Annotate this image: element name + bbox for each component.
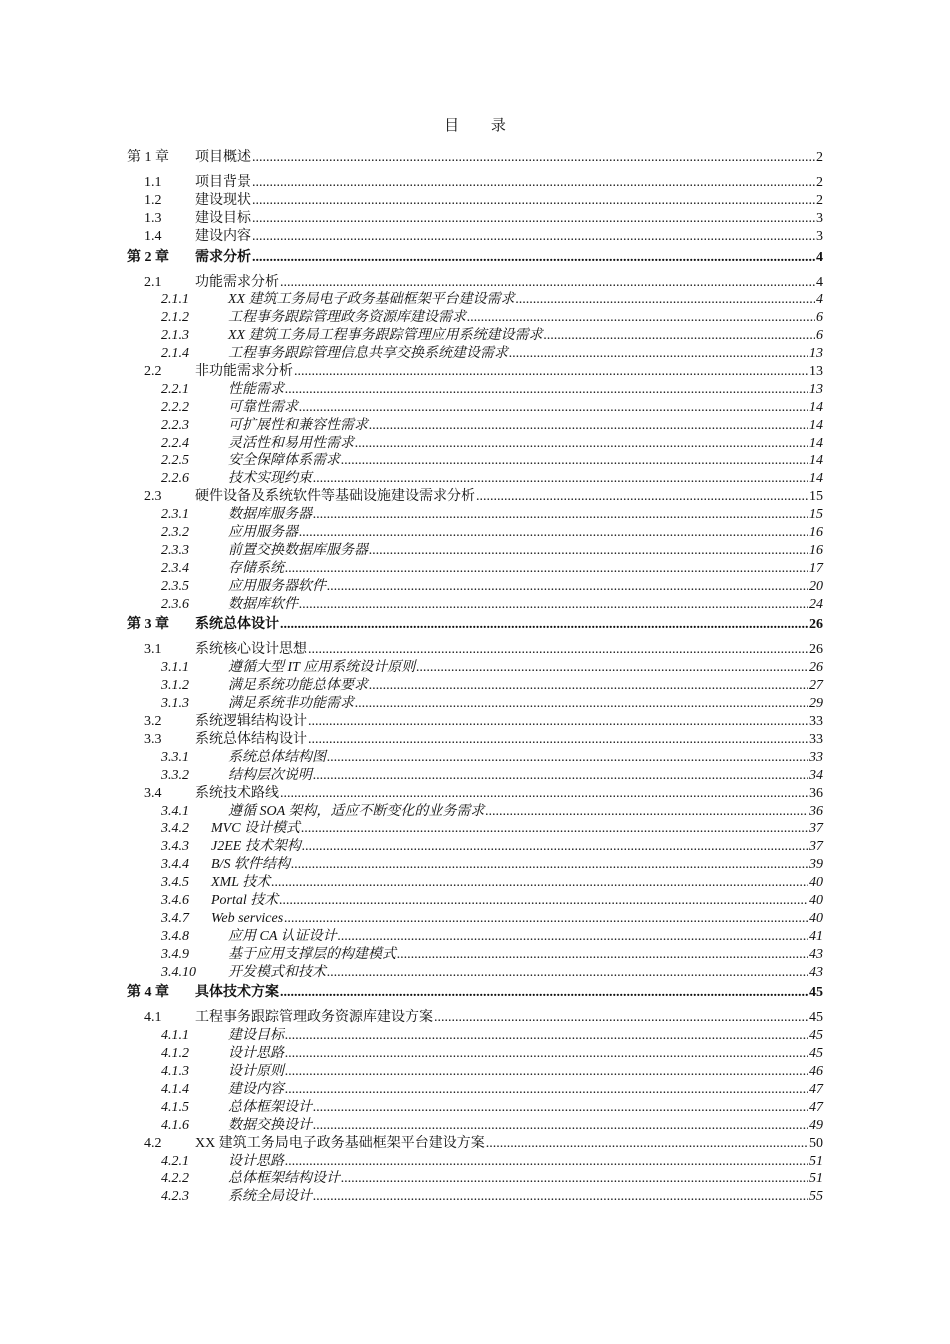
toc-section-entry[interactable] xyxy=(127,174,823,192)
toc-subsection-entry[interactable] xyxy=(127,1081,823,1099)
toc-dot-leader xyxy=(252,192,815,210)
toc-entry-page: 34 xyxy=(809,767,823,783)
toc-title: 目 录 xyxy=(444,118,520,134)
toc-subsection-entry[interactable] xyxy=(127,677,823,695)
toc-dot-leader xyxy=(299,399,808,417)
toc-entry-number: 2.3.6 xyxy=(161,596,189,612)
toc-entry-number: 4.2 xyxy=(144,1135,162,1151)
toc-dot-leader xyxy=(285,1027,808,1045)
toc-entry-title: 可扩展性和兼容性需求 xyxy=(228,417,368,433)
toc-dot-leader xyxy=(252,148,815,168)
toc-entry-title: 技术实现约束 xyxy=(228,471,312,487)
toc-entry-page: 37 xyxy=(809,821,823,837)
toc-entry-page: 46 xyxy=(809,1064,823,1080)
toc-entry-page: 26 xyxy=(809,642,823,658)
toc-entry-number: 4.2.1 xyxy=(161,1153,189,1169)
toc-chapter-entry[interactable] xyxy=(127,615,823,635)
toc-entry-page: 51 xyxy=(809,1171,823,1187)
toc-dot-leader xyxy=(285,1153,808,1171)
toc-entry-title: 建设现状 xyxy=(195,192,251,208)
toc-entry-number: 4.1 xyxy=(144,1010,162,1026)
toc-entry-title: Web services xyxy=(211,910,284,926)
toc-dot-leader xyxy=(285,1081,808,1099)
toc-section-entry[interactable] xyxy=(127,641,823,659)
toc-entry-title: 灵活性和易用性需求 xyxy=(228,435,354,451)
toc-entry-page: 45 xyxy=(809,1010,823,1026)
toc-subsection-entry[interactable] xyxy=(127,892,823,910)
toc-entry-page: 6 xyxy=(816,310,823,326)
toc-entry-title: 总体框架设计 xyxy=(228,1099,312,1115)
toc-entry-page: 14 xyxy=(809,471,823,487)
table-of-contents xyxy=(127,148,823,1206)
toc-dot-leader xyxy=(369,542,808,560)
toc-entry-title: 工程事务跟踪管理政务资源库建设方案 xyxy=(195,1010,433,1026)
toc-entry-number: 第 1 章 xyxy=(127,150,169,165)
toc-dot-leader xyxy=(291,856,808,874)
toc-subsection-entry[interactable] xyxy=(127,803,823,821)
toc-entry-number: 4.1.6 xyxy=(161,1117,189,1133)
toc-dot-leader xyxy=(252,210,815,228)
toc-entry-number: 4.1.2 xyxy=(161,1046,189,1062)
toc-entry-number: 4.1.3 xyxy=(161,1064,189,1080)
toc-section-entry[interactable] xyxy=(127,488,823,506)
toc-entry-page: 45 xyxy=(809,1028,823,1044)
toc-subsection-entry[interactable] xyxy=(127,327,823,345)
toc-entry-title: 建设内容 xyxy=(228,1081,284,1097)
toc-entry-number: 3.4.8 xyxy=(161,928,189,944)
toc-entry-page: 2 xyxy=(816,150,823,165)
toc-entry-title: 系统总体结构设计 xyxy=(195,731,307,747)
toc-entry-title: 存储系统 xyxy=(228,560,284,576)
toc-entry-page: 33 xyxy=(809,731,823,747)
toc-entry-title: 可靠性需求 xyxy=(228,399,298,415)
toc-subsection-entry[interactable] xyxy=(127,910,823,928)
toc-dot-leader xyxy=(341,1170,808,1188)
toc-subsection-entry[interactable] xyxy=(127,399,823,417)
toc-entry-page: 45 xyxy=(809,985,823,1001)
toc-entry-page: 49 xyxy=(809,1117,823,1133)
toc-entry-title: XX 建筑工务局电子政务基础框架平台建设方案 xyxy=(195,1135,485,1151)
toc-subsection-entry[interactable] xyxy=(127,964,823,982)
toc-subsection-entry[interactable] xyxy=(127,470,823,488)
toc-entry-title: J2EE 技术架构 xyxy=(211,839,301,855)
toc-chapter-entry[interactable] xyxy=(127,983,823,1003)
toc-entry-page: 14 xyxy=(809,417,823,433)
toc-entry-number: 1.4 xyxy=(144,228,162,244)
toc-entry-title: 遵循 SOA 架构，适应不断变化的业务需求 xyxy=(228,803,485,819)
toc-entry-number: 3.4.4 xyxy=(161,857,189,873)
toc-entry-page: 13 xyxy=(809,381,823,397)
toc-section-entry[interactable] xyxy=(127,713,823,731)
toc-entry-page: 43 xyxy=(809,946,823,962)
toc-entry-title: Portal 技术 xyxy=(211,892,279,908)
toc-subsection-entry[interactable] xyxy=(127,838,823,856)
toc-entry-title: 系统技术路线 xyxy=(195,785,279,801)
toc-entry-number: 2.2.3 xyxy=(161,417,189,433)
toc-entry-title: 系统总体结构图 xyxy=(228,749,326,765)
toc-entry-number: 2.1.3 xyxy=(161,328,189,344)
toc-entry-page: 3 xyxy=(816,210,823,226)
toc-entry-title: 前置交换数据库服务器 xyxy=(228,542,368,558)
toc-dot-leader xyxy=(280,983,808,1003)
toc-entry-page: 6 xyxy=(816,328,823,344)
toc-section-entry[interactable] xyxy=(127,274,823,292)
toc-entry-page: 33 xyxy=(809,714,823,730)
toc-entry-number: 2.3.3 xyxy=(161,542,189,558)
toc-dot-leader xyxy=(299,524,808,542)
toc-entry-title: 非功能需求分析 xyxy=(195,364,293,380)
toc-dot-leader xyxy=(327,749,808,767)
toc-subsection-entry[interactable] xyxy=(127,452,823,470)
toc-entry-number: 2.2.2 xyxy=(161,399,189,415)
toc-entry-title: 安全保障体系需求 xyxy=(228,453,340,469)
toc-subsection-entry[interactable] xyxy=(127,506,823,524)
toc-subsection-entry[interactable] xyxy=(127,1063,823,1081)
toc-entry-number: 2.2.4 xyxy=(161,435,189,451)
toc-entry-number: 2.2 xyxy=(144,364,162,380)
toc-entry-number: 3.1.3 xyxy=(161,696,189,712)
toc-entry-number: 4.1.1 xyxy=(161,1028,189,1044)
toc-subsection-entry[interactable] xyxy=(127,749,823,767)
toc-dot-leader xyxy=(327,578,808,596)
toc-entry-title: 需求分析 xyxy=(195,249,251,265)
toc-entry-page: 33 xyxy=(809,749,823,765)
toc-section-entry[interactable] xyxy=(127,1009,823,1027)
toc-dot-leader xyxy=(467,309,815,327)
toc-dot-leader xyxy=(313,506,808,524)
toc-entry-title: 应用服务器软件 xyxy=(228,578,326,594)
toc-subsection-entry[interactable] xyxy=(127,1117,823,1135)
toc-entry-page: 47 xyxy=(809,1081,823,1097)
toc-entry-number: 2.3 xyxy=(144,489,162,505)
toc-subsection-entry[interactable] xyxy=(127,542,823,560)
toc-entry-page: 51 xyxy=(809,1153,823,1169)
toc-entry-title: 建设目标 xyxy=(228,1028,284,1044)
toc-subsection-entry[interactable] xyxy=(127,309,823,327)
toc-entry-number: 2.3.5 xyxy=(161,578,189,594)
toc-entry-number: 3.4.5 xyxy=(161,875,189,891)
toc-entry-title: 具体技术方案 xyxy=(195,985,279,1001)
toc-dot-leader xyxy=(369,417,808,435)
toc-entry-title: 数据库服务器 xyxy=(228,507,312,523)
toc-entry-page: 55 xyxy=(809,1189,823,1205)
toc-entry-number: 4.2.3 xyxy=(161,1189,189,1205)
toc-entry-page: 24 xyxy=(809,596,823,612)
toc-entry-page: 39 xyxy=(809,857,823,873)
toc-entry-page: 4 xyxy=(816,274,823,290)
toc-entry-page: 2 xyxy=(816,175,823,190)
toc-entry-page: 47 xyxy=(809,1099,823,1115)
toc-entry-page: 17 xyxy=(809,560,823,576)
toc-dot-leader xyxy=(308,641,808,659)
toc-dot-leader xyxy=(313,1099,808,1117)
toc-entry-title: XX 建筑工务局工程事务跟踪管理应用系统建设需求 xyxy=(228,328,543,344)
toc-subsection-entry[interactable] xyxy=(127,578,823,596)
toc-subsection-entry[interactable] xyxy=(127,524,823,542)
toc-entry-page: 26 xyxy=(809,617,823,633)
toc-entry-page: 27 xyxy=(809,678,823,694)
toc-entry-title: 项目概述 xyxy=(195,150,251,165)
toc-section-entry[interactable] xyxy=(127,192,823,210)
toc-entry-page: 40 xyxy=(809,910,823,926)
toc-section-entry[interactable] xyxy=(127,785,823,803)
toc-dot-leader xyxy=(338,928,808,946)
toc-entry-title: 开发模式和技术 xyxy=(228,964,326,980)
toc-dot-leader xyxy=(516,291,815,309)
toc-entry-number: 3.1.1 xyxy=(161,660,189,676)
toc-entry-title: 结构层次说明 xyxy=(228,767,312,783)
toc-entry-page: 40 xyxy=(809,875,823,891)
toc-subsection-entry[interactable] xyxy=(127,417,823,435)
toc-entry-title: 设计思路 xyxy=(228,1046,284,1062)
toc-dot-leader xyxy=(302,838,808,856)
toc-subsection-entry[interactable] xyxy=(127,767,823,785)
toc-dot-leader xyxy=(327,964,808,982)
toc-entry-number: 3.3.2 xyxy=(161,767,189,783)
toc-entry-page: 16 xyxy=(809,542,823,558)
toc-entry-number: 2.3.4 xyxy=(161,560,189,576)
toc-subsection-entry[interactable] xyxy=(127,596,823,614)
toc-subsection-entry[interactable] xyxy=(127,1027,823,1045)
toc-entry-title: 满足系统非功能需求 xyxy=(228,696,354,712)
toc-dot-leader xyxy=(252,174,815,192)
toc-entry-number: 3.3.1 xyxy=(161,749,189,765)
toc-dot-leader xyxy=(486,1135,808,1153)
toc-entry-title: XML 技术 xyxy=(211,875,271,891)
toc-subsection-entry[interactable] xyxy=(127,820,823,838)
toc-entry-title: 工程事务跟踪管理政务资源库建设需求 xyxy=(228,310,466,326)
toc-entry-number: 4.1.5 xyxy=(161,1099,189,1115)
toc-entry-number: 2.1 xyxy=(144,274,162,290)
toc-dot-leader xyxy=(271,874,808,892)
toc-entry-page: 4 xyxy=(816,249,823,265)
toc-entry-number: 第 4 章 xyxy=(127,985,169,1001)
toc-entry-title: 设计原则 xyxy=(228,1064,284,1080)
toc-subsection-entry[interactable] xyxy=(127,435,823,453)
toc-entry-number: 第 3 章 xyxy=(127,617,169,633)
toc-entry-page: 26 xyxy=(809,660,823,676)
toc-subsection-entry[interactable] xyxy=(127,1153,823,1171)
toc-dot-leader xyxy=(285,1045,808,1063)
toc-dot-leader xyxy=(294,363,808,381)
toc-dot-leader xyxy=(313,1117,808,1135)
toc-entry-title: 建设内容 xyxy=(195,228,251,244)
toc-entry-page: 45 xyxy=(809,1046,823,1062)
toc-dot-leader xyxy=(252,228,815,246)
toc-entry-page: 14 xyxy=(809,453,823,469)
toc-subsection-entry[interactable] xyxy=(127,928,823,946)
toc-dot-leader xyxy=(252,248,815,268)
toc-dot-leader xyxy=(285,1063,808,1081)
toc-subsection-entry[interactable] xyxy=(127,659,823,677)
toc-dot-leader xyxy=(369,677,808,695)
toc-entry-number: 3.3 xyxy=(144,731,162,747)
toc-dot-leader xyxy=(280,274,815,292)
toc-entry-title: 功能需求分析 xyxy=(195,274,279,290)
toc-section-entry[interactable] xyxy=(127,363,823,381)
toc-entry-title: 性能需求 xyxy=(228,381,284,397)
toc-entry-number: 4.2.2 xyxy=(161,1171,189,1187)
toc-dot-leader xyxy=(509,345,808,363)
toc-section-entry[interactable] xyxy=(127,228,823,246)
toc-entry-title: 项目背景 xyxy=(195,175,251,190)
toc-section-entry[interactable] xyxy=(127,210,823,228)
toc-subsection-entry[interactable] xyxy=(127,874,823,892)
toc-entry-number: 2.2.6 xyxy=(161,471,189,487)
toc-section-entry[interactable] xyxy=(127,731,823,749)
toc-entry-title: 系统总体设计 xyxy=(195,617,279,633)
toc-entry-page: 13 xyxy=(809,346,823,362)
toc-entry-title: 设计思路 xyxy=(228,1153,284,1169)
toc-entry-title: MVC 设计模式 xyxy=(211,821,301,837)
toc-entry-title: 硬件设备及系统软件等基础设施建设需求分析 xyxy=(195,489,475,505)
toc-subsection-entry[interactable] xyxy=(127,1188,823,1206)
toc-dot-leader xyxy=(280,785,808,803)
toc-dot-leader xyxy=(544,327,815,345)
toc-dot-leader xyxy=(355,435,808,453)
toc-dot-leader xyxy=(308,713,808,731)
toc-dot-leader xyxy=(308,731,808,749)
toc-dot-leader xyxy=(279,892,808,910)
toc-entry-page: 15 xyxy=(809,507,823,523)
toc-entry-number: 第 2 章 xyxy=(127,249,169,265)
toc-chapter-entry[interactable] xyxy=(127,148,823,168)
toc-subsection-entry[interactable] xyxy=(127,946,823,964)
toc-entry-number: 3.4.6 xyxy=(161,892,189,908)
toc-subsection-entry[interactable] xyxy=(127,291,823,309)
toc-entry-number: 3.4.9 xyxy=(161,946,189,962)
toc-dot-leader xyxy=(313,767,808,785)
toc-entry-page: 41 xyxy=(809,928,823,944)
toc-entry-page: 16 xyxy=(809,525,823,541)
toc-dot-leader xyxy=(280,615,808,635)
toc-entry-number: 1.2 xyxy=(144,192,162,208)
toc-subsection-entry[interactable] xyxy=(127,1099,823,1117)
toc-entry-page: 2 xyxy=(816,192,823,208)
toc-entry-page: 14 xyxy=(809,399,823,415)
toc-entry-number: 3.4.10 xyxy=(161,964,196,980)
toc-entry-number: 3.4.1 xyxy=(161,803,189,819)
toc-entry-number: 2.3.1 xyxy=(161,507,189,523)
toc-entry-title: 基于应用支撑层的构建模式 xyxy=(228,946,396,962)
toc-dot-leader xyxy=(341,452,808,470)
toc-entry-number: 3.1.2 xyxy=(161,678,189,694)
toc-subsection-entry[interactable] xyxy=(127,695,823,713)
toc-entry-number: 3.4.7 xyxy=(161,910,189,926)
toc-entry-page: 37 xyxy=(809,839,823,855)
toc-subsection-entry[interactable] xyxy=(127,345,823,363)
toc-entry-number: 2.3.2 xyxy=(161,525,189,541)
toc-entry-number: 4.1.4 xyxy=(161,1081,189,1097)
toc-entry-title: 系统核心设计思想 xyxy=(195,642,307,658)
toc-entry-title: 数据库软件 xyxy=(228,596,298,612)
toc-entry-title: 满足系统功能总体要求 xyxy=(228,678,368,694)
toc-entry-page: 40 xyxy=(809,892,823,908)
toc-dot-leader xyxy=(485,803,808,821)
toc-entry-page: 36 xyxy=(809,785,823,801)
toc-chapter-entry[interactable] xyxy=(127,248,823,268)
toc-entry-number: 2.2.1 xyxy=(161,381,189,397)
toc-entry-number: 2.1.4 xyxy=(161,346,189,362)
toc-entry-number: 2.2.5 xyxy=(161,453,189,469)
toc-entry-title: B/S 软件结构 xyxy=(211,857,290,873)
toc-dot-leader xyxy=(416,659,808,677)
toc-entry-title: 应用服务器 xyxy=(228,525,298,541)
toc-entry-title: 工程事务跟踪管理信息共享交换系统建设需求 xyxy=(228,346,508,362)
toc-entry-title: 数据交换设计 xyxy=(228,1117,312,1133)
toc-entry-page: 15 xyxy=(809,489,823,505)
toc-dot-leader xyxy=(301,820,808,838)
toc-entry-page: 36 xyxy=(809,803,823,819)
toc-entry-number: 2.1.1 xyxy=(161,292,189,308)
toc-entry-title: 建设目标 xyxy=(195,210,251,226)
toc-entry-page: 14 xyxy=(809,435,823,451)
toc-subsection-entry[interactable] xyxy=(127,1045,823,1063)
toc-entry-number: 3.1 xyxy=(144,642,162,658)
toc-dot-leader xyxy=(434,1009,808,1027)
toc-entry-page: 4 xyxy=(816,292,823,308)
toc-subsection-entry[interactable] xyxy=(127,1170,823,1188)
toc-entry-number: 1.1 xyxy=(144,175,162,190)
toc-entry-title: 系统逻辑结构设计 xyxy=(195,714,307,730)
toc-entry-title: 应用 CA 认证设计 xyxy=(228,928,337,944)
toc-entry-page: 20 xyxy=(809,578,823,594)
toc-dot-leader xyxy=(313,1188,808,1206)
toc-entry-title: 遵循大型 IT 应用系统设计原则 xyxy=(228,660,416,676)
toc-section-entry[interactable] xyxy=(127,1135,823,1153)
toc-dot-leader xyxy=(476,488,808,506)
toc-entry-number: 3.4 xyxy=(144,785,162,801)
toc-entry-title: 系统全局设计 xyxy=(228,1189,312,1205)
toc-subsection-entry[interactable] xyxy=(127,381,823,399)
toc-entry-page: 13 xyxy=(809,364,823,380)
toc-entry-page: 3 xyxy=(816,228,823,244)
toc-entry-number: 2.1.2 xyxy=(161,310,189,326)
toc-entry-page: 43 xyxy=(809,964,823,980)
toc-dot-leader xyxy=(299,596,808,614)
toc-dot-leader xyxy=(355,695,808,713)
toc-subsection-entry[interactable] xyxy=(127,560,823,578)
toc-dot-leader xyxy=(285,381,808,399)
toc-dot-leader xyxy=(285,560,808,578)
toc-entry-number: 3.4.2 xyxy=(161,821,189,837)
toc-subsection-entry[interactable] xyxy=(127,856,823,874)
toc-entry-number: 3.4.3 xyxy=(161,839,189,855)
toc-dot-leader xyxy=(397,946,808,964)
toc-dot-leader xyxy=(284,910,808,928)
toc-entry-page: 50 xyxy=(809,1135,823,1151)
toc-dot-leader xyxy=(313,470,808,488)
toc-entry-title: XX 建筑工务局电子政务基础框架平台建设需求 xyxy=(228,292,515,308)
toc-entry-number: 1.3 xyxy=(144,210,162,226)
toc-entry-number: 3.2 xyxy=(144,714,162,730)
toc-entry-title: 总体框架结构设计 xyxy=(228,1171,340,1187)
toc-entry-page: 29 xyxy=(809,696,823,712)
